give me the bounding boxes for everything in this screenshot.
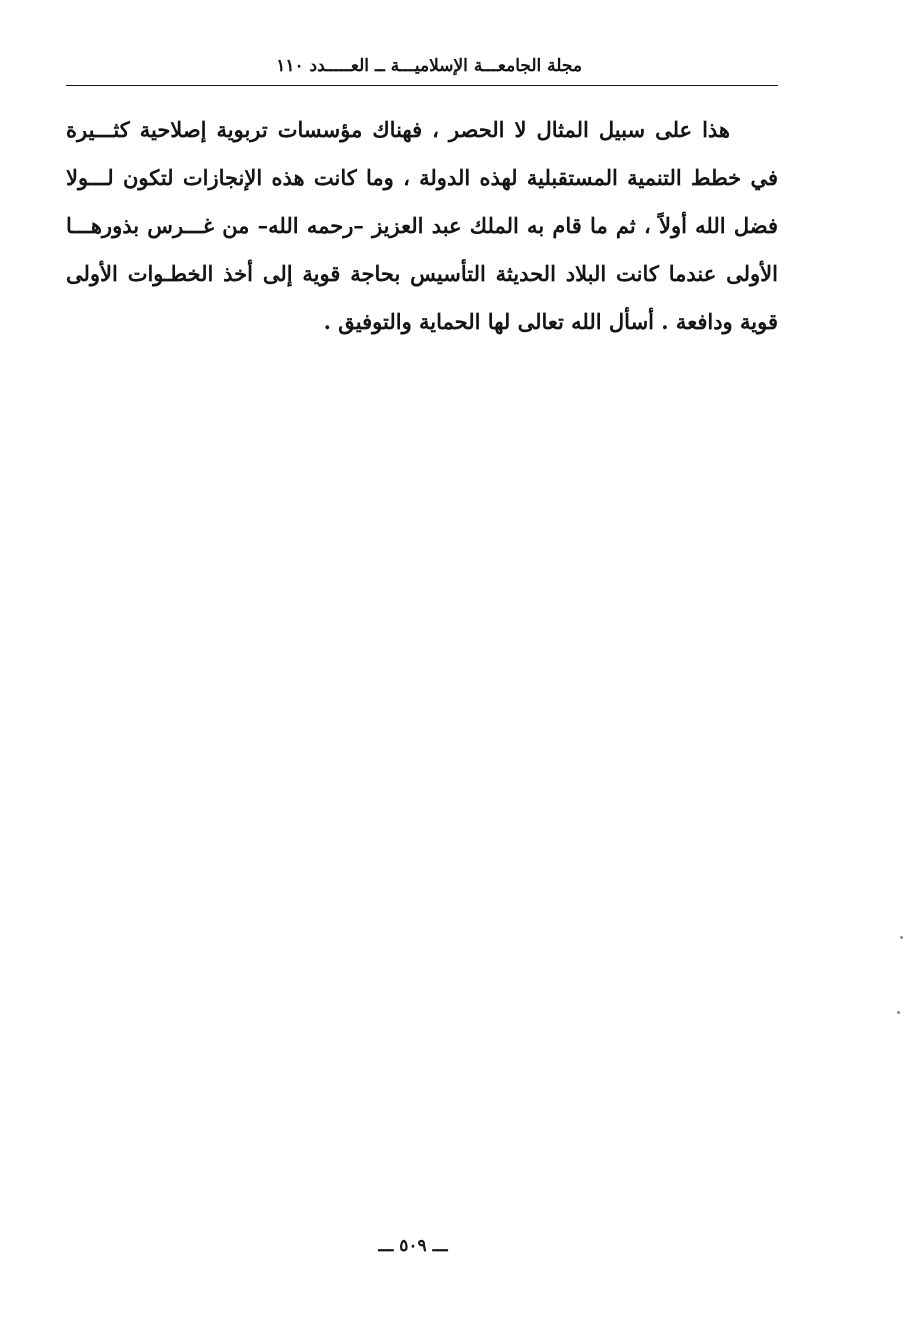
paragraph-line: هذا على سبيل المثال لا الحصر ، فهناك مؤسسات تربوية إصلاحية كثـــيرة [66, 117, 730, 142]
paragraph-line: الأولى عندما كانت البلاد الحديثة التأسيس بحاجة قوية إلى أخذ الخطـوات الأولى [66, 261, 778, 286]
page-number: ـــ ٥٠٩ ـــ [378, 1236, 448, 1256]
body-paragraph [66, 106, 778, 346]
running-header [66, 52, 778, 82]
scan-speck [897, 1011, 900, 1014]
paragraph-line: فضل الله أولاً ، ثم ما قام به الملك عبد العزيز –رحمه الله– من غـــرس بذورهـــا [66, 213, 778, 238]
paragraph-line: قوية ودافعة . أسأل الله تعالى لها الحماية والتوفيق . [323, 309, 778, 334]
header-rule [66, 85, 778, 86]
journal-issue-title: مجلة الجامعـــة الإسلاميـــة ــ العـــــدد ١١٠ [276, 56, 582, 76]
scan-speck [900, 936, 903, 939]
paragraph-line: في خطط التنمية المستقبلية لهذه الدولة ، وما كانت هذه الإنجازات لتكون لـــولا [66, 165, 778, 190]
